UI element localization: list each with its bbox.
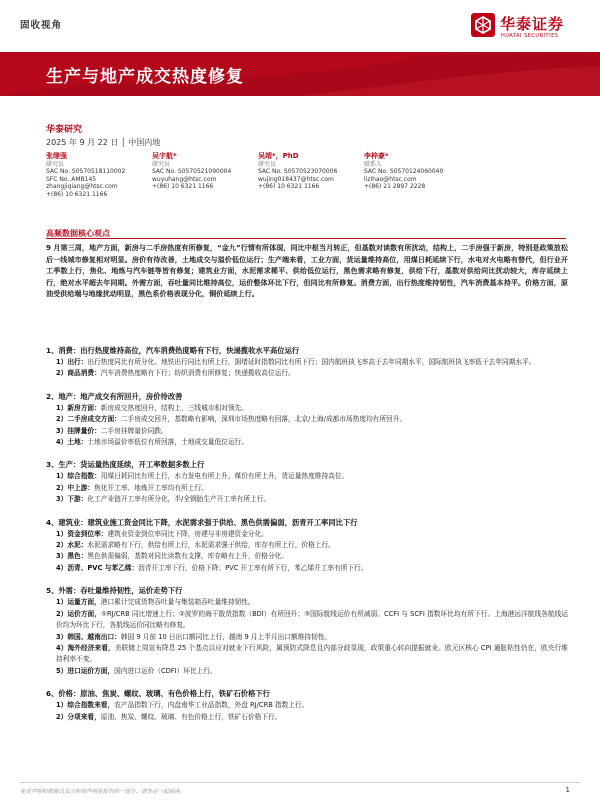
section-construction (46, 517, 568, 575)
author-list (46, 153, 566, 209)
brand-name-en: HUATAI SECURITIES (501, 33, 559, 39)
top-bar (0, 0, 600, 52)
author-sac: SAC No. S0570523070006 (258, 168, 338, 176)
list-item (46, 357, 568, 368)
column-tag: 固收视角 (20, 20, 63, 31)
section-heading: 5、外需：吞吐量维持韧性，运价走势下行 (46, 586, 183, 596)
item-text: 农产品指数下行，内盘南华工业品指数，外盘 RJ/CRB 指数上行。 (114, 701, 309, 710)
item-label: 4）沥青、PVC 与苯乙烯： (56, 563, 139, 572)
list-item (46, 666, 568, 677)
footer-divider (20, 782, 580, 783)
report-body (46, 345, 568, 734)
item-label: 2）中上游： (56, 483, 95, 492)
section-production (46, 459, 568, 505)
list-item (46, 712, 568, 723)
item-text: 韩国 9 月前 10 日出口额同比上行，越南 9 月上半月出口额维持韧性。 (120, 632, 332, 641)
item-text: 黑色供需偏弱，基数对同比读数有支撑，库存略有上升，价格分化。 (87, 552, 289, 561)
list-item (46, 471, 568, 482)
item-text: 原油、焦炭、螺纹、玻璃、有色价格上行，铁矿石价格下行。 (100, 712, 282, 721)
report-title: 生产与地产成交热度修复 (46, 67, 244, 87)
item-label: 2）二手房成交方面： (56, 415, 121, 424)
item-label: 1）综合指数来看， (56, 701, 115, 710)
author-card (46, 153, 125, 199)
author-phone: +(86) 10 6321 1166 (258, 183, 320, 191)
list-item (46, 494, 568, 505)
item-label: 1）运量方面， (56, 598, 101, 607)
author-role: 联系人 (364, 160, 383, 168)
author-phone: +(86) 10 6321 1166 (152, 183, 214, 191)
section-consumption (46, 345, 568, 380)
author-phone: +(86) 10 6321 1166 (46, 190, 108, 198)
list-item (46, 540, 568, 551)
item-text: 港口累计完成货物吞吐量与集装箱吞吐量维持韧性。 (100, 598, 255, 607)
item-label: 1）资金到位率： (56, 529, 108, 538)
author-email[interactable]: zhangjiqiang@htsc.com (46, 183, 118, 191)
item-text: 建筑业资金到位率同比下降，房建与非房建资金分化。 (107, 529, 268, 538)
author-name: 吴靖*，PhD (258, 152, 299, 160)
item-text: 二手房挂牌量价同跌。 (100, 426, 168, 435)
section-heading: 3、生产：货运量热度延续，开工率数据多数上行 (46, 460, 205, 470)
item-text: 出行热度同比有所分化。地铁出行同比有所上行，拥堵延时指数同比有所下行；国内航班执飞率高于去年同期水平，国际航班执飞率低于去年同期水平。 (87, 358, 536, 366)
author-role: 研究员 (46, 160, 65, 168)
item-label: 1）新房方面： (56, 403, 101, 412)
item-label: 3）下游： (56, 495, 88, 504)
list-item (46, 426, 568, 437)
item-label: 2）运价方面， (56, 609, 101, 618)
author-sac: SAC No. S0570521090004 (152, 168, 232, 176)
author-role: 研究员 (258, 160, 277, 168)
item-text: 化工产业链开工率有所分化，半/全钢胎生产开工率有所上行。 (87, 495, 271, 504)
report-date: 2025 年 9 月 22 日 │ 中国内地 (46, 138, 161, 147)
item-text: 水泥需求略有下行，供给有所上行，水泥需求强于供给，库存有所上行，价格上行。 (87, 541, 335, 550)
item-text: 汽车消费热度略有下行；纺织消费有所修复；快递揽收高位运行。 (100, 369, 295, 378)
page-number: 1 (565, 786, 570, 794)
list-item (46, 700, 568, 711)
section-real-estate (46, 391, 568, 449)
item-text: 土地市场溢价率低位有所回落，土地成交量低位运行。 (87, 438, 248, 447)
author-name: 吴宇航* (152, 152, 177, 160)
section-heading: 1、消费：出行热度维持高位，汽车消费热度略有下行，快递揽收水平高位运行 (46, 346, 300, 355)
item-text: 国内进口运价（CDFI）环比上行。 (114, 666, 217, 675)
section-heading: 4、建筑业：建筑业施工资金同比下降，水泥需求强于供给、黑色供需偏弱，沥青开工率同比下行 (46, 517, 358, 527)
summary-heading: 高频数据核心观点 (46, 229, 110, 238)
list-item (46, 632, 568, 643)
author-email[interactable]: wujing018437@htsc.com (258, 175, 334, 183)
footer-disclaimer: 免责声明和披露以及分析师声明是报告的一部分，请务必一起阅读。 (20, 789, 186, 795)
huatai-logo-icon (470, 12, 496, 38)
section-prices (46, 688, 568, 723)
brand-logo (470, 10, 582, 44)
author-role: 研究员 (152, 160, 171, 168)
author-sac: SAC No. S0570518110002 (46, 168, 126, 176)
list-item (46, 643, 568, 666)
item-label: 3）韩国、越南出口： (56, 632, 121, 641)
author-card (258, 153, 337, 191)
summary-divider (46, 238, 566, 239)
summary-text: 9 月第三周，地产方面，新房与二手房热度有所修复，“金九”行情有所体现，同比中枢当月转正，但基数对读数有所扰动，结构上，二手房强于新房，特别是政策放松后一线城市修复相对明显。房价有待改善，土地成交与溢价低位运行；生产端来看，工业方面，货运量维持高位，用煤日耗延续下行，水电对火电略有替代，但行业开工季数上行，焦化、地炼与汽车链等皆有修复；建筑业方面，水泥需求稀平、供给低位运行，黑色需求略有修复，供给下行，基数对供给同比扰动较大，库存延续上行，绝对水平超去年同期。外需方面，吞吐量同比维持高位，运价整体环比下行，但同比有所修复。消费方面，出行热度维持韧性，汽车消费基本持平。价格方面，原油受供给端与地缘扰动明显，黑色系价格表现分化，铜价延续上行。 (46, 243, 568, 299)
author-name: 张继强 (46, 152, 67, 160)
list-item (46, 609, 568, 632)
author-sac: SAC No. S0570124060040 (364, 168, 444, 176)
item-label: 2）商品消费： (56, 369, 101, 378)
item-text: 用煤日耗同比有所上行，水力发电有所上升，煤价有所上升，货运量热度维持高位。 (100, 472, 349, 481)
section-external-demand (46, 585, 568, 677)
section-heading: 6、价格：原油、焦炭、螺纹、玻璃、有色价格上行，铁矿石价格下行 (46, 689, 270, 699)
item-text: 二手房成交回升，基数略有影响，深圳市场热度略有回落，北京/上海/成都市场热度均有所回升。 (120, 415, 407, 424)
item-label: 1）综合指数： (56, 472, 101, 481)
item-label: 5）进口运价方面， (56, 666, 115, 675)
author-email[interactable]: wuyuhang@htsc.com (152, 175, 217, 183)
author-sfc: SFC No. AMB145 (46, 175, 97, 183)
author-phone: +(86) 21 2897 2228 (364, 183, 426, 191)
research-org: 华泰研究 (46, 125, 83, 135)
author-email[interactable]: lizihao@htsc.com (364, 175, 417, 183)
item-label: 2）分项来看， (56, 712, 101, 721)
list-item (46, 368, 568, 379)
item-text: ①RJ/CRB 同比增速上行；②波罗的海干散货指数（BDI）有所回升；③国际航线运价有所减弱。CCFI 与 SCFI 指数环比均有所下行。上海港远洋航线各航线运价均为环比下行，各航线运价同比略有修复。 (56, 609, 568, 630)
item-text: 焦化开工率、地炼开工率均有所上行。 (94, 483, 208, 492)
section-heading: 2、地产：地产成交有所回升，房价待改善 (46, 391, 183, 401)
title-banner (0, 52, 600, 96)
item-label: 1）出行： (56, 358, 88, 366)
brand-name-cn: 华泰证券 (500, 15, 565, 33)
item-text: 沥青开工率下行，价格下降；PVC 开工率有所下行，苯乙烯开工率有所下行。 (138, 563, 368, 572)
item-label: 4）海外经济来看， (56, 643, 115, 652)
list-item (46, 414, 568, 425)
list-item (46, 551, 568, 562)
author-card (152, 153, 231, 191)
item-label: 2）水泥： (56, 541, 88, 550)
list-item (46, 437, 568, 448)
author-name: 李梓豪* (364, 152, 389, 160)
list-item (46, 483, 568, 494)
item-label: 3）黑色： (56, 552, 88, 561)
item-label: 4）土地： (56, 438, 88, 447)
list-item (46, 597, 568, 608)
list-item (46, 563, 568, 574)
item-text: 新房成交热度回升，结构上，三线城市相对领先。 (100, 403, 248, 412)
list-item (46, 403, 568, 414)
list-item (46, 529, 568, 540)
author-card (364, 153, 443, 191)
item-text: 美联储上周宣布降息 25 个基点以应对就业下行风险，属预防式降息且内部分歧显现，政策重心转向提振就业。欧元区核心 CPI 通胀粘性仍在，欧央行维持利率不变。 (56, 643, 568, 664)
item-label: 3）挂牌量价： (56, 426, 101, 435)
